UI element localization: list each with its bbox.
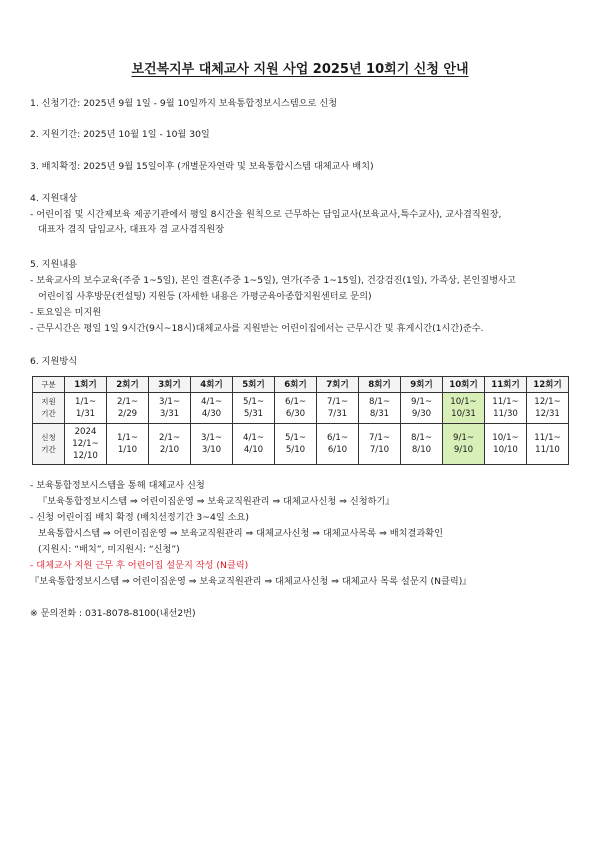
- schedule-round-header: 2회기: [107, 377, 149, 393]
- schedule-apply-cell: [233, 424, 275, 465]
- schedule-cell-line: 7/1~: [326, 397, 349, 407]
- schedule-cell-line: 2024: [74, 427, 97, 437]
- schedule-apply-cell: [191, 424, 233, 465]
- schedule-support-cell: [275, 393, 317, 424]
- schedule-cell-line: 7/1~: [368, 433, 391, 443]
- schedule-support-cell: [401, 393, 443, 424]
- section-target-line: 대표자 겸직 담임교사, 대표자 겸 교사겸직원장: [38, 224, 225, 235]
- schedule-cell-line: 11/30: [493, 409, 518, 419]
- schedule-cell-line: 10/1~: [450, 397, 477, 407]
- schedule-round-header: 5회기: [233, 377, 275, 393]
- section-content-heading: 5. 지원내용: [30, 259, 78, 270]
- schedule-cell-line: 5/10: [285, 445, 306, 455]
- step-assign: - 신청 어린이집 배치 확정 (배치선정기간 3~4일 소요): [30, 512, 249, 523]
- schedule-cell-line: 8/1~: [410, 433, 433, 443]
- schedule-cell-line: 3/31: [159, 409, 180, 419]
- schedule-cell-line: 2/29: [117, 409, 138, 419]
- schedule-apply-cell: [149, 424, 191, 465]
- step-assign-note: (지원시: “배치”, 미지원시: “신청”): [38, 544, 180, 555]
- schedule-round-header: 9회기: [401, 377, 443, 393]
- schedule-round-header: 10회기: [443, 377, 485, 393]
- schedule-header-row: [33, 377, 569, 393]
- schedule-cell-line: 3/1~: [158, 397, 181, 407]
- section-content-line: - 토요일은 미지원: [30, 307, 102, 318]
- schedule-cell-line: 4/10: [243, 445, 264, 455]
- schedule-cell-line: 12/1~: [72, 439, 99, 449]
- schedule-support-cell: [233, 393, 275, 424]
- section-support-period: 2. 지원기간: 2025년 10월 1일 - 10월 30일: [30, 129, 210, 140]
- schedule-round-header: 1회기: [65, 377, 107, 393]
- step-survey: - 대체교사 지원 근무 후 어린이집 설문지 작성 (N클릭): [30, 560, 249, 571]
- schedule-cell-line: 6/30: [285, 409, 306, 419]
- section-target-line: - 어린이집 및 시간제보육 제공기관에서 평일 8시간을 원칙으로 근무하는 담임교사(보육교사,특수교사), 교사겸직원장,: [30, 209, 502, 220]
- schedule-cell-line: 12/10: [73, 451, 98, 461]
- schedule-cell-line: 5/1~: [284, 433, 307, 443]
- schedule-support-cell: [359, 393, 401, 424]
- schedule-cell-line: 8/10: [411, 445, 432, 455]
- schedule-cell-line: 5/1~: [242, 397, 265, 407]
- schedule-round-header: 11회기: [485, 377, 527, 393]
- schedule-cell-line: 5/31: [243, 409, 264, 419]
- schedule-apply-cell: [485, 424, 527, 465]
- section-method-heading: 6. 지원방식: [30, 356, 78, 367]
- schedule-support-cell: [443, 393, 485, 424]
- schedule-cell-line: 8/31: [369, 409, 390, 419]
- schedule-cell-line: 10/10: [493, 445, 518, 455]
- schedule-apply-row: [33, 424, 569, 465]
- schedule-cell-line: 9/30: [411, 409, 432, 419]
- schedule-table: [32, 376, 569, 465]
- schedule-cell-line: 12/31: [535, 409, 560, 419]
- schedule-apply-cell: [275, 424, 317, 465]
- section-assignment: 3. 배치확정: 2025년 9월 15일이후 (개별문자연락 및 보육통합시스템 대체교사 배치): [30, 161, 374, 172]
- schedule-cell-line: 10/1~: [492, 433, 519, 443]
- schedule-cell-line: 10/31: [451, 409, 476, 419]
- schedule-apply-cell: [65, 424, 107, 465]
- schedule-apply-cell: [359, 424, 401, 465]
- schedule-round-header: 6회기: [275, 377, 317, 393]
- schedule-apply-cell: [107, 424, 149, 465]
- schedule-support-cell: [191, 393, 233, 424]
- schedule-apply-cell: [401, 424, 443, 465]
- section-content-line: - 근무시간은 평일 1일 9시간(9시~18시)대체교사를 지원받는 어린이집에서는 근무시간 및 휴게시간(1시간)준수.: [30, 323, 484, 334]
- schedule-cell-line: 9/1~: [452, 433, 475, 443]
- schedule-cell-line: 7/31: [327, 409, 348, 419]
- schedule-cell-line: 1/1~: [116, 433, 139, 443]
- schedule-apply-label: 신청 기간: [33, 424, 65, 465]
- section-apply-period: 1. 신청기간: 2025년 9월 1일 - 9월 10일까지 보육통합정보시스템으로 신청: [30, 98, 338, 109]
- schedule-cell-line: 11/10: [535, 445, 560, 455]
- schedule-apply-cell: [317, 424, 359, 465]
- step-survey-path: 『보육통합정보시스템 ⇒ 어린이집운영 ⇒ 보육교직원관리 ⇒ 대체교사신청 ⇒ 대체교사 목록 설문지 (N클릭)』: [30, 576, 472, 587]
- schedule-support-cell: [485, 393, 527, 424]
- schedule-round-header: 12회기: [527, 377, 569, 393]
- schedule-support-cell: [317, 393, 359, 424]
- schedule-cell-line: 4/30: [201, 409, 222, 419]
- schedule-cell-line: 9/1~: [410, 397, 433, 407]
- contact-phone: ※ 문의전화 : 031-8078-8100(내선2번): [30, 608, 196, 619]
- schedule-cell-line: 1/10: [117, 445, 138, 455]
- section-target-heading: 4. 지원대상: [30, 193, 78, 204]
- schedule-cell-line: 11/1~: [534, 433, 561, 443]
- schedule-round-header: 3회기: [149, 377, 191, 393]
- schedule-cell-line: 3/1~: [200, 433, 223, 443]
- schedule-cell-line: 2/10: [159, 445, 180, 455]
- schedule-cell-line: 6/1~: [326, 433, 349, 443]
- schedule-round-header: 8회기: [359, 377, 401, 393]
- schedule-apply-cell: [443, 424, 485, 465]
- section-content-line: 어린이집 사후방문(컨설팅) 지원등 (자세한 내용은 가평군육아종합지원센터로 문의): [38, 291, 372, 302]
- schedule-round-header: 7회기: [317, 377, 359, 393]
- document-title: 보건복지부 대체교사 지원 사업 2025년 10회기 신청 안내: [131, 62, 469, 77]
- schedule-support-row: [33, 393, 569, 424]
- schedule-cell-line: 12/1~: [534, 397, 561, 407]
- schedule-cell-line: 7/10: [369, 445, 390, 455]
- schedule-cell-line: 8/1~: [368, 397, 391, 407]
- step-assign-path: 보육통합시스템 ⇒ 어린이집운영 ⇒ 보육교직원관리 ⇒ 대체교사신청 ⇒ 대체교사목록 ⇒ 배치결과확인: [38, 528, 443, 539]
- schedule-cell-line: 1/31: [75, 409, 96, 419]
- schedule-support-label: 지원 기간: [33, 393, 65, 424]
- schedule-support-cell: [107, 393, 149, 424]
- step-apply-path: 『보육통합정보시스템 ⇒ 어린이집운영 ⇒ 보육교직원관리 ⇒ 대체교사신청 ⇒ 신청하기』: [38, 496, 395, 507]
- schedule-round-header: 4회기: [191, 377, 233, 393]
- schedule-apply-cell: [527, 424, 569, 465]
- schedule-cell-line: 11/1~: [492, 397, 519, 407]
- schedule-cell-line: 2/1~: [116, 397, 139, 407]
- schedule-cell-line: 6/1~: [284, 397, 307, 407]
- step-apply: - 보육통합정보시스템을 통해 대체교사 신청: [30, 480, 205, 491]
- schedule-support-cell: [65, 393, 107, 424]
- section-content-line: - 보육교사의 보수교육(주중 1~5일), 본인 결혼(주중 1~5일), 연가(주중 1~15일), 건강검진(1일), 가족상, 본인질병사고: [30, 275, 516, 286]
- schedule-support-cell: [149, 393, 191, 424]
- schedule-support-cell: [527, 393, 569, 424]
- schedule-cell-line: 1/1~: [74, 397, 97, 407]
- schedule-cell-line: 4/1~: [200, 397, 223, 407]
- schedule-cell-line: 6/10: [327, 445, 348, 455]
- schedule-corner-cell: 구분: [33, 377, 65, 393]
- schedule-cell-line: 2/1~: [158, 433, 181, 443]
- schedule-cell-line: 4/1~: [242, 433, 265, 443]
- schedule-cell-line: 3/10: [201, 445, 222, 455]
- schedule-cell-line: 9/10: [453, 445, 474, 455]
